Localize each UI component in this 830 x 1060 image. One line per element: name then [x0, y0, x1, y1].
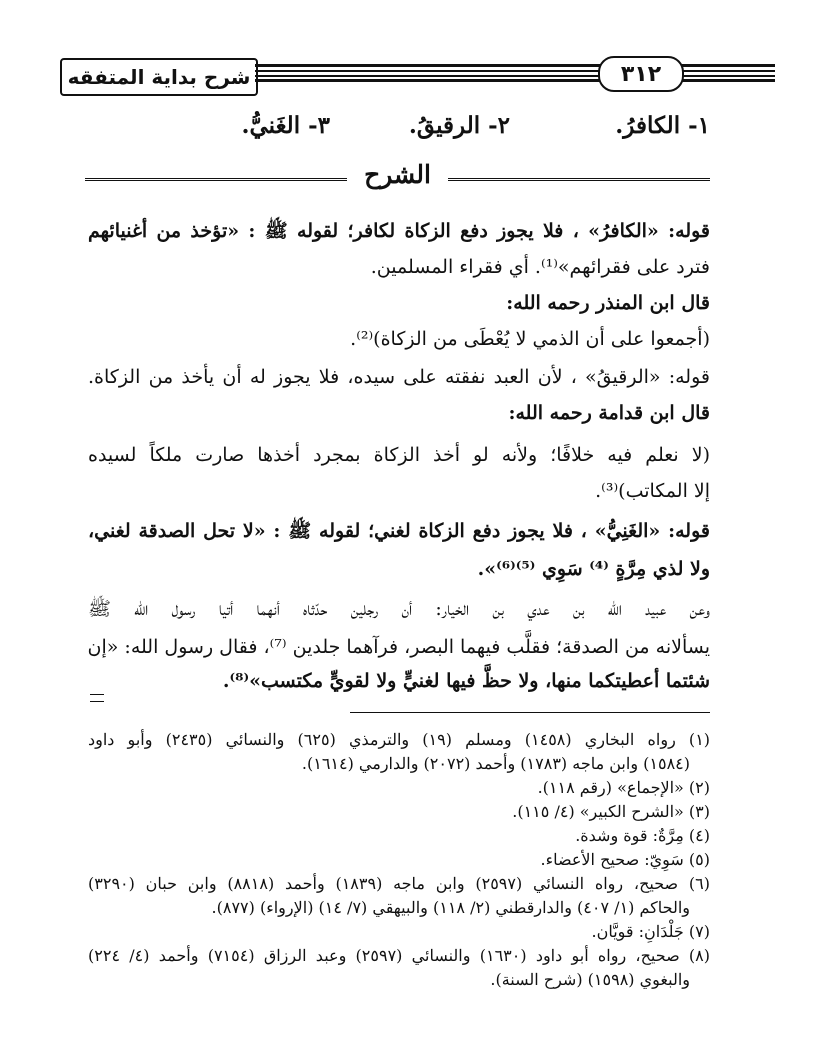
- continuation-mark: [90, 694, 104, 702]
- body-line-10: ولا لذي مِرَّةٍ ⁽⁴⁾ سَوِي ⁽⁵⁾⁽⁶⁾».: [477, 558, 710, 580]
- book-title: شرح بداية المتفقه: [67, 65, 251, 89]
- body-line-5: قوله: «الرقيقُ» ، لأن العبد نفقته على سيده، فلا يجوز له أن يأخذ من الزكاة.: [88, 366, 710, 388]
- footnote-4: (٤) مِرَّةٌ: قوة وشدة.: [575, 826, 710, 845]
- footnote-6-cont: والحاكم (١/ ٤٠٧) والدارقطني (٢/ ١١٨) والبيهقي (٧/ ١٤) (الإرواء) (٨٧٧).: [211, 898, 690, 917]
- header-rule: [255, 64, 775, 82]
- footnote-separator: [350, 712, 710, 713]
- body-line-2: فترد على فقرائهم»⁽¹⁾. أي فقراء المسلمين.: [370, 256, 710, 278]
- body-line-11: وعن عبيد الله بن عدي بن الخيار: أن رجلين حدّثاه أنهما أتيا رسول الله ﷺ: [88, 598, 710, 620]
- body-line-12: يسألانه من الصدقة؛ فقلَّب فيهما البصر، فرآهما جلدين ⁽⁷⁾، فقال رسول الله: «إن: [87, 636, 710, 658]
- footnote-1-cont: (١٥٨٤) وابن ماجه (١٧٨٣) وأحمد (٢٠٧٢) والدارمي (١٦١٤).: [301, 754, 690, 773]
- footnote-6: (٦) صحيح، رواه النسائي (٢٥٩٧) وابن ماجه (١٨٣٩) وأحمد (٨٨١٨) وابن حبان (٣٢٩٠): [88, 874, 711, 893]
- items-line: [170, 106, 710, 146]
- page-number: ٣١٢: [598, 56, 684, 92]
- section-heading: الشرح: [364, 160, 431, 189]
- item-1: ١- الكافرُ.: [615, 112, 710, 139]
- footnote-8: (٨) صحيح، رواه أبو داود (١٦٣٠) والنسائي (٢٥٩٧) وعبد الرزاق (٧١٥٤) وأحمد (٤/ ٢٢٤): [88, 946, 711, 965]
- section-heading-row: [85, 158, 710, 198]
- body-line-4: (أجمعوا على أن الذمي لا يُعْطَى من الزكاة)⁽²⁾.: [350, 328, 710, 350]
- heading-rule-left: [85, 178, 347, 185]
- footnote-2: (٢) «الإجماع» (رقم ١١٨).: [537, 778, 710, 797]
- footnote-3: (٣) «الشرح الكبير» (٤/ ١١٥).: [512, 802, 710, 821]
- body-line-8: إلا المكاتب)⁽³⁾.: [595, 480, 710, 502]
- footnote-5: (٥) سَوِيّ: صحيح الأعضاء.: [540, 850, 710, 869]
- footnote-7: (٧) جَلْدَانِ: قويَّان.: [591, 922, 710, 941]
- heading-rule-right: [448, 178, 710, 185]
- book-title-box: [60, 58, 258, 96]
- footnote-8-cont: والبغوي (١٥٩٨) (شرح السنة).: [490, 970, 690, 989]
- body-line-9: قوله: «الغَنِيُّ» ، فلا يجوز دفع الزكاة لغني؛ لقوله ﷺ : «لا تحل الصدقة لغني،: [88, 520, 710, 542]
- body-line-13: شئتما أعطيتكما منها، ولا حظَّ فيها لغنيٍّ ولا لقويٍّ مكتسب»⁽⁸⁾.: [222, 670, 710, 692]
- body-line-1: قوله: «الكافرُ» ، فلا يجوز دفع الزكاة لكافر؛ لقوله ﷺ : «تؤخذ من أغنيائهم: [88, 220, 710, 242]
- item-2: ٢- الرقيقُ.: [408, 112, 510, 139]
- item-3: ٣- الغَنيُّ.: [241, 112, 330, 139]
- body-line-6: قال ابن قدامة رحمه الله:: [508, 402, 710, 424]
- body-line-3: قال ابن المنذر رحمه الله:: [506, 292, 710, 314]
- body-line-7: (لا نعلم فيه خلافًا؛ ولأنه لو أخذ الزكاة بمجرد أخذها صارت ملكاً لسيده: [88, 444, 710, 466]
- footnote-1: (١) رواه البخاري (١٤٥٨) ومسلم (١٩) والترمذي (٦٢٥) والنسائي (٢٤٣٥) وأبو داود: [88, 730, 711, 749]
